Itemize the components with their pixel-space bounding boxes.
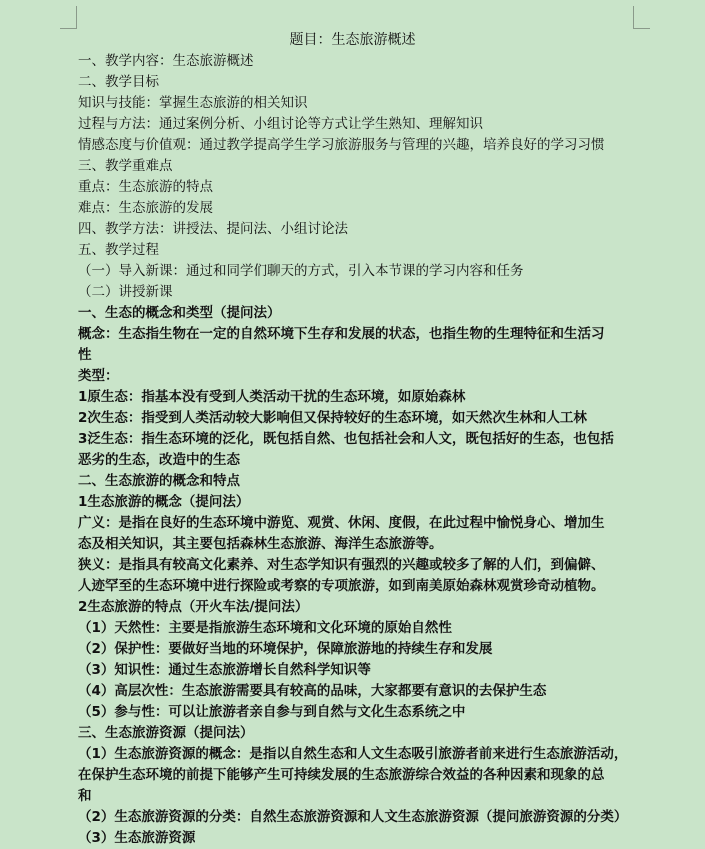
- document-line: 三、教学重难点: [78, 158, 173, 174]
- document-line: 3泛生态：指生态环境的泛化，既包括自然、也包括社会和人文，既包括好的生态，也包括: [78, 431, 614, 447]
- document-line: 难点：生态旅游的发展: [78, 200, 213, 216]
- document-line: 四、教学方法：讲授法、提问法、小组讨论法: [78, 221, 348, 237]
- document-line: 二、教学目标: [78, 74, 159, 90]
- document-line: 重点：生态旅游的特点: [78, 179, 213, 195]
- document-line: 五、教学过程: [78, 242, 159, 258]
- document-line: 狭义：是指具有较高文化素养、对生态学知识有强烈的兴趣或较多了解的人们，到偏僻、: [78, 557, 605, 573]
- document-line: 恶劣的生态，改造中的生态: [78, 452, 240, 468]
- document-line: 在保护生态环境的前提下能够产生可持续发展的生态旅游综合效益的各种因素和现象的总: [78, 767, 605, 783]
- document-line: 概念：生态指生物在一定的自然环境下生存和发展的状态，也指生物的生理特征和生活习: [78, 326, 605, 342]
- document-line: （二）讲授新课: [78, 284, 173, 300]
- document-line: 二、生态旅游的概念和特点: [78, 473, 240, 489]
- document-line: （一）导入新课：通过和同学们聊天的方式，引入本节课的学习内容和任务: [78, 263, 524, 279]
- document-line: （1）生态旅游资源的概念：是指以自然生态和人文生态吸引旅游者前来进行生态旅游活动，: [78, 746, 628, 762]
- document-line: 一、教学内容：生态旅游概述: [78, 53, 254, 69]
- document-line: （2）保护性：要做好当地的环境保护，保障旅游地的持续生存和发展: [78, 641, 493, 657]
- document-line: 性: [78, 347, 92, 363]
- document-line: 态及相关知识，其主要包括森林生态旅游、海洋生态旅游等。: [78, 536, 443, 552]
- document-line: （5）参与性：可以让旅游者亲自参与到自然与文化生态系统之中: [78, 704, 466, 720]
- document-line: 过程与方法：通过案例分析、小组讨论等方式让学生熟知、理解知识: [78, 116, 483, 132]
- document-body: [78, 51, 638, 846]
- document-line: 三、生态旅游资源（提问法）: [78, 725, 254, 741]
- document-line: （2）生态旅游资源的分类：自然生态旅游资源和人文生态旅游资源（提问旅游资源的分类）: [78, 809, 628, 825]
- document-line: 2次生态：指受到人类活动较大影响但又保持较好的生态环境，如天然次生林和人工林: [78, 410, 587, 426]
- document-line: （3）生态旅游资源: [78, 830, 196, 846]
- document-line: （3）知识性：通过生态旅游增长自然科学知识等: [78, 662, 371, 678]
- document-line: 类型：: [78, 368, 119, 384]
- document-line: 1生态旅游的概念（提问法）: [78, 494, 250, 510]
- document-line: 一、生态的概念和类型（提问法）: [78, 305, 281, 321]
- document-line: （1）天然性：主要是指旅游生态环境和文化环境的原始自然性: [78, 620, 452, 636]
- document-line: 知识与技能：掌握生态旅游的相关知识: [78, 95, 308, 111]
- document-line: 2生态旅游的特点（开火车法/提问法）: [78, 599, 309, 615]
- page-corner-mark-left: [60, 6, 77, 29]
- page-corner-mark-right: [633, 6, 650, 29]
- document-line: 广义：是指在良好的生态环境中游览、观赏、休闲、度假，在此过程中愉悦身心、增加生: [78, 515, 605, 531]
- document-line: 情感态度与价值观：通过教学提高学生学习旅游服务与管理的兴趣，培养良好的学习习惯: [78, 137, 605, 153]
- document-title: 题目：生态旅游概述: [289, 32, 416, 48]
- document-line: 和: [78, 788, 92, 804]
- document-line: 1原生态：指基本没有受到人类活动干扰的生态环境，如原始森林: [78, 389, 466, 405]
- document-line: （4）高层次性：生态旅游需要具有较高的品味，大家都要有意识的去保护生态: [78, 683, 547, 699]
- document-line: 人迹罕至的生态环境中进行探险或考察的专项旅游，如到南美原始森林观赏珍奇动植物。: [78, 578, 605, 594]
